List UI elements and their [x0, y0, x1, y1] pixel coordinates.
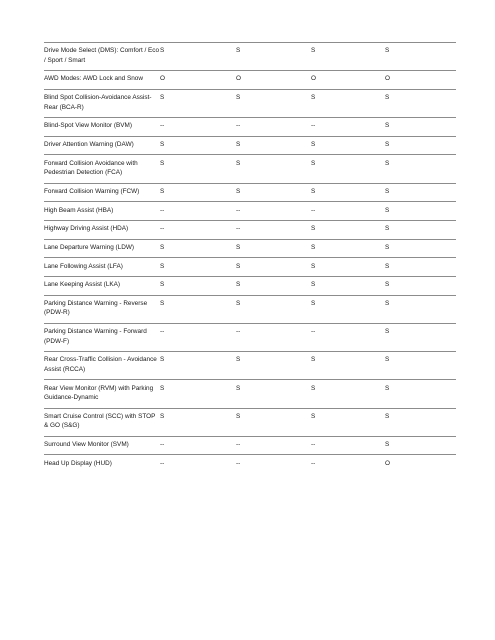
- availability-cell: --: [160, 225, 165, 233]
- feature-name: Head Up Display (HUD): [44, 459, 112, 467]
- table-row: [44, 136, 456, 155]
- availability-cell: S: [385, 281, 390, 289]
- table-body: [44, 43, 456, 474]
- availability-cell: S: [160, 47, 165, 55]
- feature-name: Drive Mode Select (DMS): Comfort / Eco / Sport / Smart: [44, 47, 160, 64]
- availability-cell: S: [311, 299, 316, 307]
- table-row: [44, 202, 456, 221]
- availability-cell: S: [311, 47, 316, 55]
- availability-cell: S: [160, 299, 165, 307]
- availability-cell: S: [160, 356, 165, 364]
- availability-cell: S: [385, 159, 390, 167]
- availability-cell: S: [311, 159, 316, 167]
- feature-name: Smart Cruise Control (SCC) with STOP & GO (S&G): [44, 412, 156, 430]
- availability-cell: S: [311, 187, 316, 195]
- availability-cell: S: [385, 94, 390, 102]
- availability-cell: --: [311, 459, 316, 467]
- availability-cell: S: [311, 140, 316, 148]
- feature-name: Parking Distance Warning - Reverse (PDW-R): [44, 299, 148, 317]
- availability-cell: S: [311, 94, 316, 102]
- table-row: [44, 183, 456, 202]
- availability-cell: --: [311, 206, 316, 214]
- availability-cell: S: [385, 225, 390, 233]
- availability-cell: --: [160, 206, 165, 214]
- availability-cell: S: [160, 140, 165, 148]
- availability-cell: --: [160, 440, 165, 448]
- availability-cell: S: [160, 243, 165, 251]
- feature-availability-table: [44, 42, 456, 473]
- availability-cell: --: [236, 328, 241, 336]
- availability-cell: S: [385, 122, 390, 130]
- availability-cell: S: [385, 206, 390, 214]
- availability-cell: S: [236, 159, 241, 167]
- feature-name: Blind-Spot View Monitor (BVM): [44, 122, 132, 130]
- table-row: [44, 258, 456, 277]
- availability-cell: S: [385, 328, 390, 336]
- table-row: [44, 71, 456, 90]
- availability-cell: S: [160, 94, 165, 102]
- availability-cell: S: [236, 47, 241, 55]
- availability-cell: S: [236, 281, 241, 289]
- availability-cell: --: [160, 459, 165, 467]
- feature-name: Driver Attention Warning (DAW): [44, 140, 134, 148]
- availability-cell: O: [385, 459, 390, 467]
- availability-cell: S: [385, 299, 390, 307]
- availability-cell: S: [385, 47, 390, 55]
- table-row: [44, 295, 456, 323]
- table-row: [44, 352, 456, 380]
- availability-cell: O: [236, 75, 241, 83]
- availability-cell: S: [385, 140, 390, 148]
- feature-name: Forward Collision Avoidance with Pedestrian Detection (FCA): [44, 159, 138, 177]
- table-row: [44, 89, 456, 117]
- availability-cell: S: [385, 243, 390, 251]
- availability-cell: S: [385, 412, 390, 420]
- availability-cell: S: [385, 384, 390, 392]
- feature-name: Parking Distance Warning - Forward (PDW-F): [44, 328, 147, 345]
- availability-cell: --: [311, 440, 316, 448]
- feature-name: Lane Departure Warning (LDW): [44, 243, 134, 251]
- availability-cell: S: [160, 412, 165, 420]
- availability-cell: O: [311, 75, 316, 83]
- table-row: [44, 155, 456, 183]
- availability-cell: --: [236, 440, 241, 448]
- table-row: [44, 239, 456, 258]
- table-row: [44, 436, 456, 455]
- feature-name: Rear Cross-Traffic Collision - Avoidance Assist (RCCA): [44, 356, 157, 373]
- table-row: [44, 455, 456, 473]
- availability-cell: --: [311, 122, 316, 130]
- availability-cell: S: [236, 262, 241, 270]
- availability-cell: S: [236, 356, 241, 364]
- availability-cell: S: [311, 356, 316, 364]
- availability-cell: S: [160, 159, 165, 167]
- availability-cell: S: [160, 262, 165, 270]
- table-row: [44, 221, 456, 240]
- feature-name: Highway Driving Assist (HDA): [44, 225, 129, 233]
- availability-cell: --: [236, 206, 241, 214]
- availability-cell: S: [236, 94, 241, 102]
- availability-cell: S: [311, 262, 316, 270]
- availability-cell: S: [385, 187, 390, 195]
- availability-cell: --: [160, 328, 165, 336]
- availability-cell: --: [236, 225, 241, 233]
- availability-cell: S: [236, 243, 241, 251]
- feature-name: AWD Modes: AWD Lock and Snow: [44, 75, 143, 83]
- availability-cell: S: [311, 412, 316, 420]
- table-row: [44, 380, 456, 408]
- availability-cell: S: [160, 384, 165, 392]
- feature-name: Rear View Monitor (RVM) with Parking Guidance-Dynamic: [44, 384, 154, 401]
- availability-cell: S: [385, 356, 390, 364]
- availability-cell: S: [160, 187, 165, 195]
- table-row: [44, 43, 456, 71]
- availability-cell: S: [311, 384, 316, 392]
- feature-name: Surround View Monitor (SVM): [44, 440, 129, 448]
- availability-cell: S: [311, 243, 316, 251]
- availability-cell: --: [236, 459, 241, 467]
- availability-cell: O: [160, 75, 165, 83]
- feature-name: Lane Keeping Assist (LKA): [44, 281, 121, 289]
- table-row: [44, 323, 456, 351]
- availability-cell: S: [236, 384, 241, 392]
- table-row: [44, 408, 456, 436]
- availability-cell: S: [311, 281, 316, 289]
- feature-name: High Beam Assist (HBA): [44, 206, 114, 214]
- availability-cell: S: [236, 140, 241, 148]
- availability-cell: S: [385, 262, 390, 270]
- table-row: [44, 118, 456, 137]
- availability-cell: --: [311, 328, 316, 336]
- availability-cell: S: [385, 440, 390, 448]
- feature-name: Blind Spot Collision-Avoidance Assist-Rear (BCA-R): [44, 94, 152, 111]
- availability-cell: S: [236, 299, 241, 307]
- table-row: [44, 277, 456, 296]
- availability-cell: O: [385, 75, 390, 83]
- availability-cell: S: [160, 281, 165, 289]
- feature-name: Lane Following Assist (LFA): [44, 262, 123, 270]
- availability-cell: --: [236, 122, 241, 130]
- availability-cell: --: [160, 122, 165, 130]
- availability-cell: S: [236, 187, 241, 195]
- feature-name: Forward Collision Warning (FCW): [44, 187, 140, 195]
- availability-cell: S: [236, 412, 241, 420]
- availability-cell: S: [311, 225, 316, 233]
